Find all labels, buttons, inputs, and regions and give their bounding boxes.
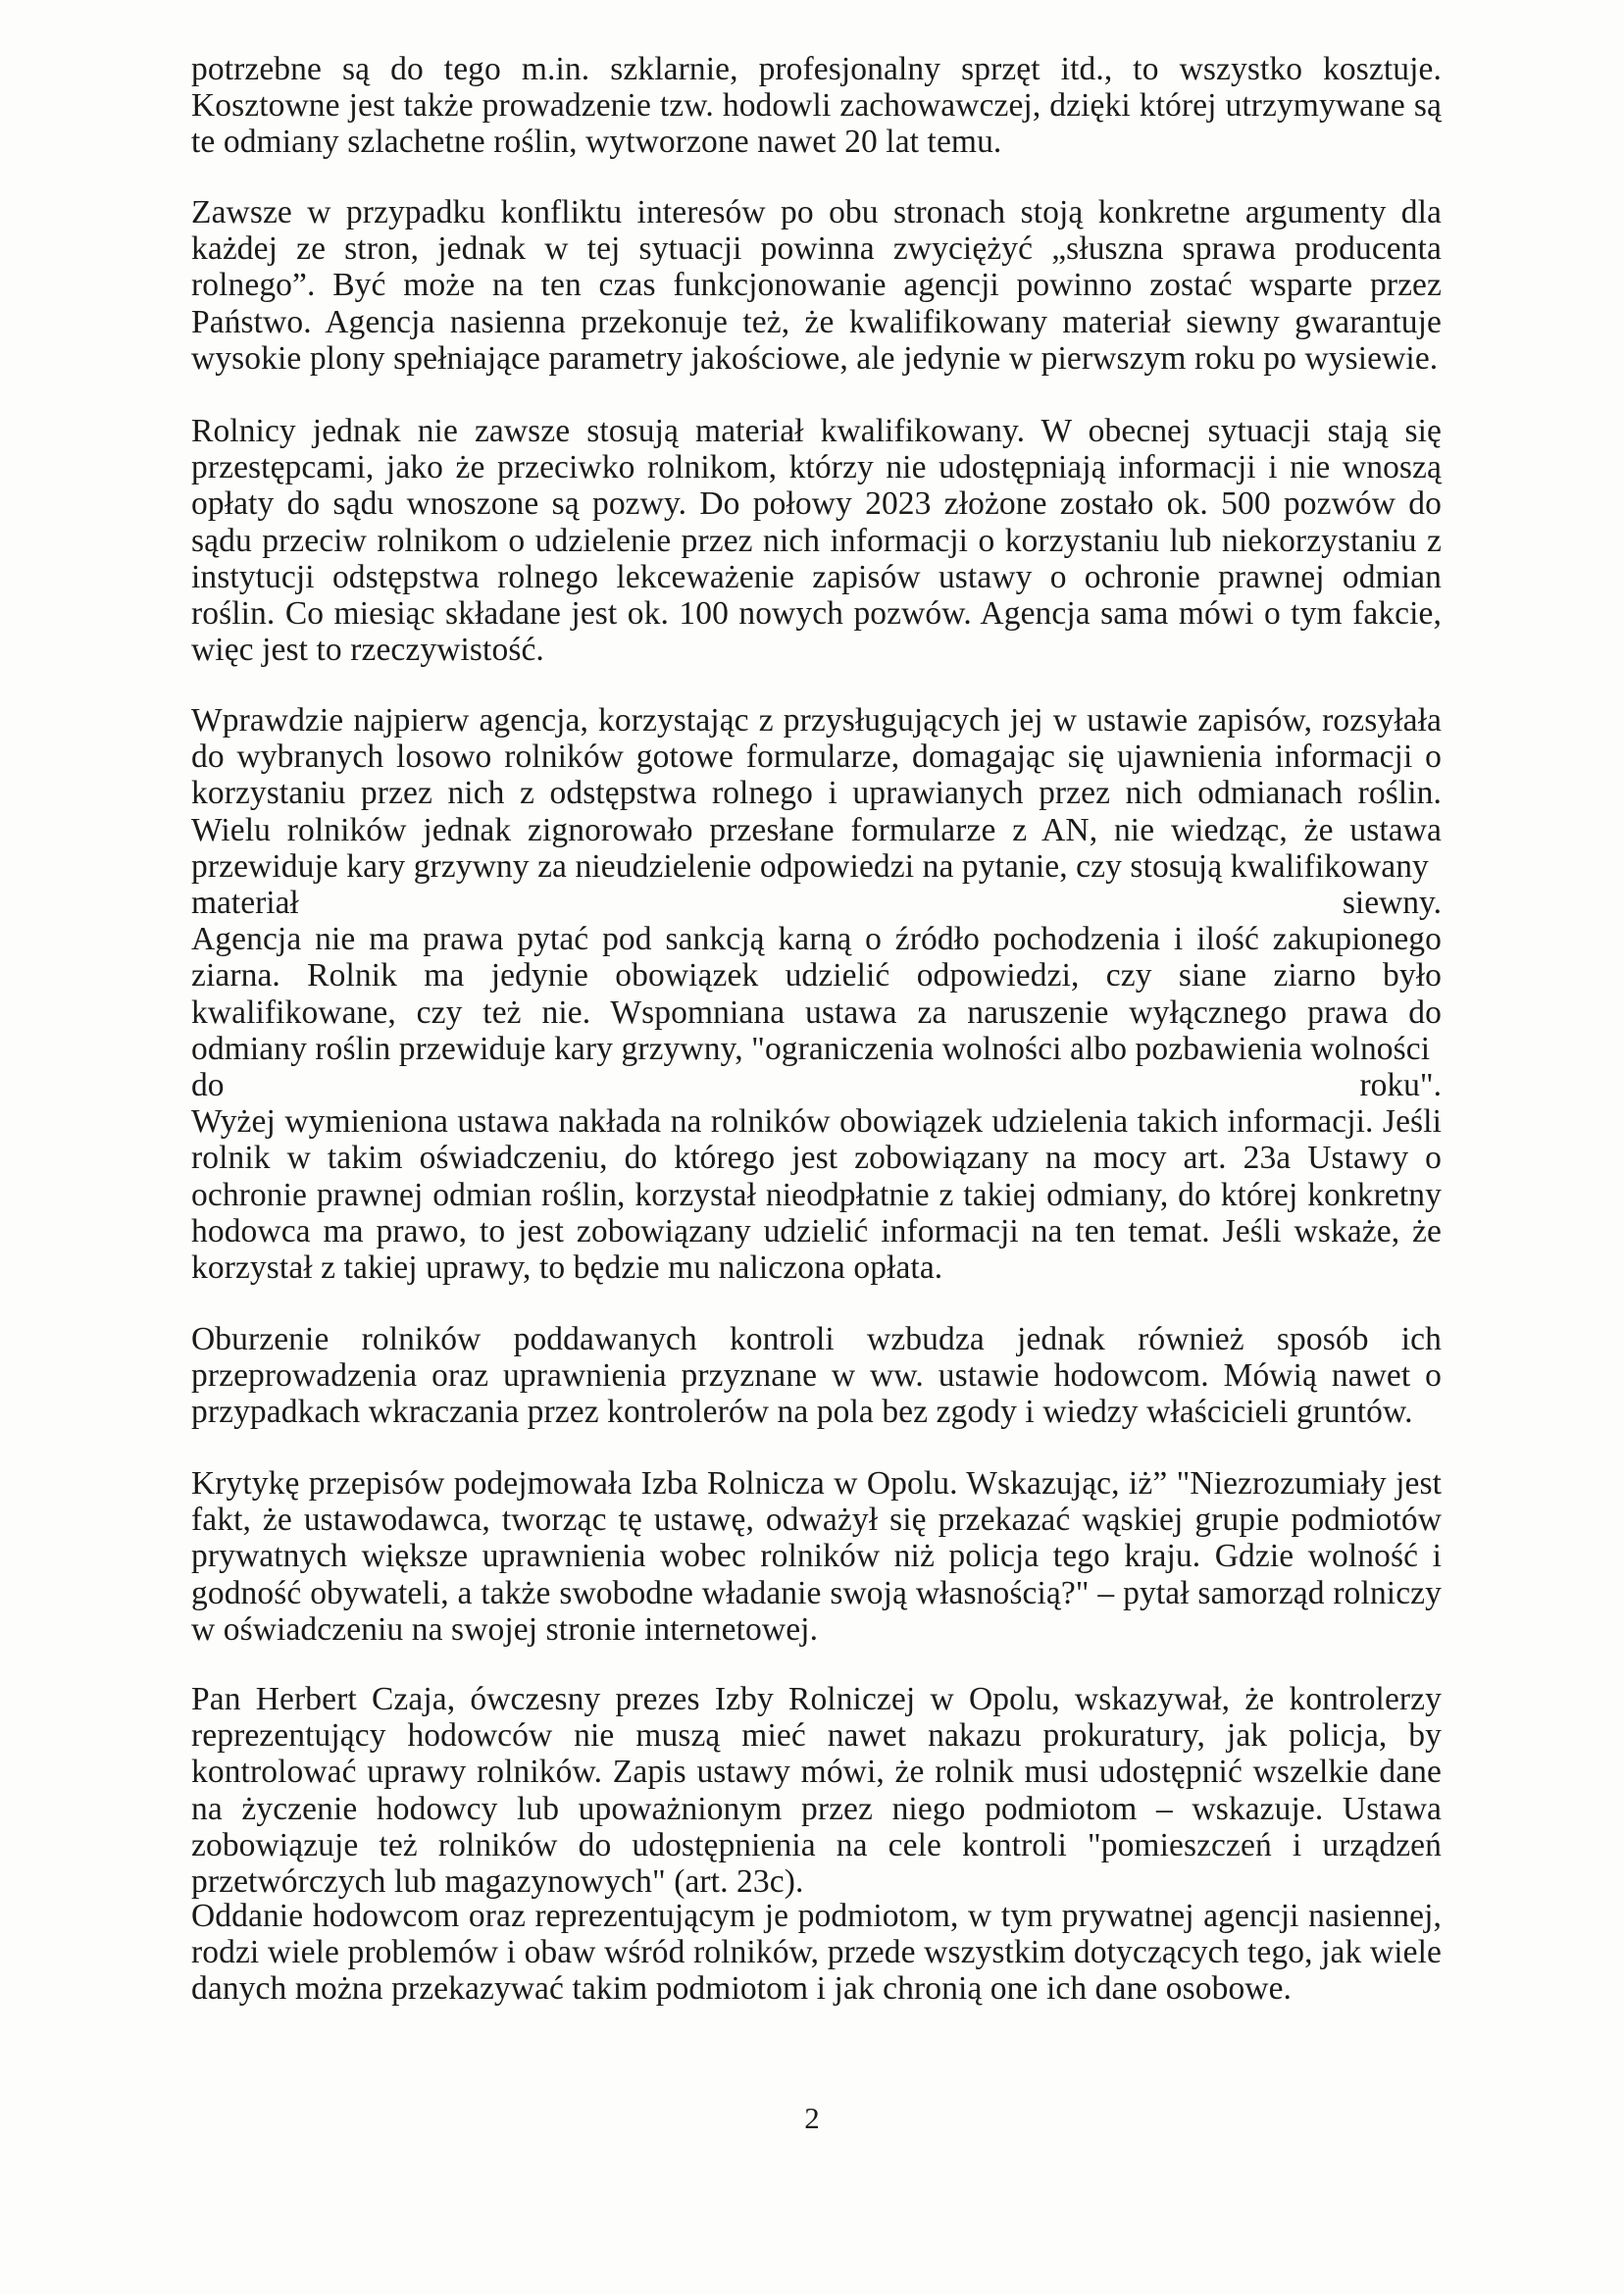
paragraph-8 bbox=[191, 1898, 1442, 2008]
split-line bbox=[191, 1067, 1442, 1103]
paragraph-2 bbox=[191, 194, 1442, 377]
split-right-text: roku". bbox=[1359, 1067, 1442, 1104]
paragraph-text: Agencja nie ma prawa pytać pod sankcją karną o źródło pochodzenia i ilość zakupionego ziarna. Rolnik ma jedynie obowiązek udzielić odpowiedzi, czy siane ziarno było kwalifikowane, czy też nie. Wspomniana ustawa za naruszenie wyłącznego prawa do odmiany roślin przewiduje kary grzywny, "ograniczenia wolności albo pozbawienia wolności bbox=[191, 921, 1442, 1067]
split-line bbox=[191, 885, 1442, 921]
paragraph-1 bbox=[191, 51, 1442, 161]
paragraph-3 bbox=[191, 413, 1442, 668]
paragraph-text: Rolnicy jednak nie zawsze stosują materiał kwalifikowany. W obecnej sytuacji stają się przestępcami, jako że przeciwko rolnikom, którzy nie udostępniają informacji i nie wnoszą opłaty do sądu wnoszone są pozwy. Do połowy 2023 złożone zostało ok. 500 pozwów do sądu przeciw rolnikom o udzielenie przez nich informacji o korzystaniu lub niekorzystaniu z instytucji odstępstwa rolnego lekceważenie zapisów ustawy o ochronie prawnej odmian roślin. Co miesiąc składane jest ok. 100 nowych pozwów. Agencja sama mówi o tym fakcie, więc jest to rzeczywistość. bbox=[191, 413, 1442, 669]
paragraph-text: potrzebne są do tego m.in. szklarnie, profesjonalny sprzęt itd., to wszystko kosztuje. Kosztowne jest także prowadzenie tzw. hodowli zachowawczej, dzięki której utrzymywane są te odmiany szlachetne roślin, wytworzone nawet 20 lat temu. bbox=[191, 51, 1442, 161]
paragraph-text: Wyżej wymieniona ustawa nakłada na rolników obowiązek udzielenia takich informacji. Jeśli rolnik w takim oświadczeniu, do którego jest zobowiązany na mocy art. 23a Ustawy o ochronie prawnej odmian roślin, korzystał nieodpłatnie z takiej odmiany, do której konkretny hodowca ma prawo, to jest zobowiązany udzielić informacji na ten temat. Jeśli wskaże, że korzystał z takiej uprawy, to będzie mu naliczona opłata. bbox=[191, 1103, 1442, 1287]
page-number: 2 bbox=[804, 2101, 820, 2135]
paragraph-text: Zawsze w przypadku konfliktu interesów po obu stronach stoją konkretne argumenty dla każdej ze stron, jednak w tej sytuacji powinna zwyciężyć „słuszna sprawa producenta rolnego”. Być może na ten czas funkcjonowanie agencji powinno zostać wsparte przez Państwo. Agencja nasienna przekonuje też, że kwalifikowany materiał siewny gwarantuje wysokie plony spełniające parametry jakościowe, ale jedynie w pierwszym roku po wysiewie. bbox=[191, 194, 1442, 377]
paragraph-text: Pan Herbert Czaja, ówczesny prezes Izby Rolniczej w Opolu, wskazywał, że kontrolerzy reprezentujący hodowców nie muszą mieć nawet nakazu prokuratury, jak policja, by kontrolować uprawy rolników. Zapis ustawy mówi, że rolnik musi udostępnić wszelkie dane na życzenie hodowcy lub upoważnionym przez niego podmiotom – wskazuje. Ustawa zobowiązuje też rolników do udostępnienia na cele kontroli "pomieszczeń i urządzeń przetwórczych lub magazynowych" (art. 23c). bbox=[191, 1681, 1442, 1901]
paragraph-6 bbox=[191, 1465, 1442, 1648]
split-right-text: siewny. bbox=[1342, 885, 1442, 922]
paragraph-7 bbox=[191, 1681, 1442, 1900]
split-left-text: materiał bbox=[191, 885, 299, 922]
paragraph-4 bbox=[191, 702, 1442, 1286]
paragraph-text: Oddanie hodowcom oraz reprezentującym je podmiotom, w tym prywatnej agencji nasiennej, rodzi wiele problemów i obaw wśród rolników, przede wszystkim dotyczących tego, jak wiele danych można przekazywać takim podmiotom i jak chronią one ich dane osobowe. bbox=[191, 1898, 1442, 2008]
paragraph-text: Wprawdzie najpierw agencja, korzystając z przysługujących jej w ustawie zapisów, rozsyłała do wybranych losowo rolników gotowe formularze, domagając się ujawnienia informacji o korzystaniu przez nich z odstępstwa rolnego i uprawianych przez nich odmianach roślin. Wielu rolników jednak zignorowało przesłane formularze z AN, nie wiedząc, że ustawa przewiduje kary grzywny za nieudzielenie odpowiedzi na pytanie, czy stosują kwalifikowany bbox=[191, 702, 1442, 885]
paragraph-text: Krytykę przepisów podejmowała Izba Rolnicza w Opolu. Wskazując, iż” "Niezrozumiały jest fakt, że ustawodawca, tworząc tę ustawę, odważył się przekazać wąskiej grupie podmiotów prywatnych większe uprawnienia wobec rolników niż policja tego kraju. Gdzie wolność i godność obywateli, a także swobodne władanie swoją własnością?" – pytał samorząd rolniczy w oświadczeniu na swojej stronie internetowej. bbox=[191, 1465, 1442, 1648]
split-left-text: do bbox=[191, 1067, 225, 1104]
paragraph-text: Oburzenie rolników poddawanych kontroli wzbudza jednak również sposób ich przeprowadzenia oraz uprawnienia przyznane w ww. ustawie hodowcom. Mówią nawet o przypadkach wkraczania przez kontrolerów na pola bez zgody i wiedzy właścicieli gruntów. bbox=[191, 1321, 1442, 1431]
paragraph-5 bbox=[191, 1321, 1442, 1431]
